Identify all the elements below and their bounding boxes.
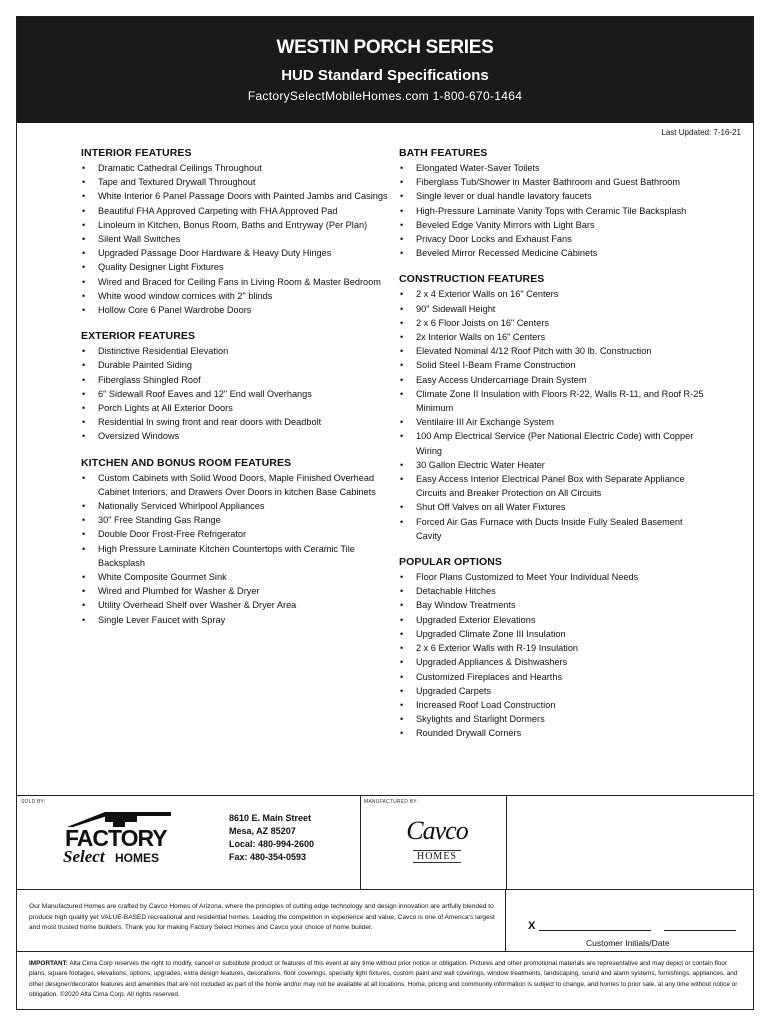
- section-title: KITCHEN AND BONUS ROOM FEATURES: [81, 456, 292, 469]
- address-phone: Local: 480-994-2600: [229, 839, 315, 849]
- feature-item: • Forced Air Gas Furnace with Ducts Inside Fully Sealed Basement Cavity: [399, 515, 709, 543]
- feature-item: • White wood window cornices with 2" blinds: [81, 289, 391, 303]
- feature-item: • 30" Free Standing Gas Range: [81, 513, 391, 527]
- feature-item: • Upgraded Passage Door Hardware & Heavy Duty Hinges: [81, 246, 391, 260]
- feature-section: [81, 330, 391, 443]
- feature-item: • Quality Designer Light Fixtures: [81, 260, 391, 274]
- contact-line: FactorySelectMobileHomes.com 1-800-670-1464: [247, 89, 523, 103]
- dealer-info-row: [17, 795, 753, 889]
- feature-item: • Single lever or dual handle lavatory faucets: [399, 189, 709, 203]
- section-title: BATH FEATURES: [399, 147, 488, 159]
- feature-item: • Beveled Mirror Recessed Medicine Cabinets: [399, 246, 709, 260]
- feature-item: • Oversized Windows: [81, 429, 391, 443]
- feature-item: • Hollow Core 6 Panel Wardrobe Doors: [81, 303, 391, 317]
- feature-item: • Shut Off Valves on all Water Fixtures: [399, 500, 709, 514]
- feature-section: [399, 147, 709, 260]
- page-title: WESTIN PORCH SERIES: [276, 37, 494, 58]
- divider: [360, 796, 361, 890]
- feature-item: • 2 x 6 Floor Joists on 16" Centers: [399, 316, 709, 330]
- address-fax: Fax: 480-354-0593: [229, 852, 307, 862]
- feature-item: • Wired and Braced for Ceiling Fans in Living Room & Master Bedroom: [81, 275, 391, 289]
- feature-item: • Silent Wall Switches: [81, 232, 391, 246]
- important-text: Alta Cima Corp reserves the right to modify, cancel or substitute product or features of this event at any time without prior notice or obligation. Pictures and other promotional materials are representative and may depict or contain floor plans, square footages, elevations, options, upgrades, extra design features, decorations, floor coverings, specialty light fixtures, custom paint and wall coverings, window treatments, landscaping, sound and alarm systems, furnishings, appliances, and other designer/decorator features and amenities that are not included as part of the home and/or may not be available at all locations. Home, pricing and community information is subject to change, and homes to prior sale, at any time without notice or obligation. ©2020 Alta Cima Corp. All rights reserved.: [29, 960, 738, 999]
- spec-sheet: [16, 16, 754, 1010]
- section-title: POPULAR OPTIONS: [399, 556, 503, 569]
- feature-item: • 2x Interior Walls on 16" Centers: [399, 330, 709, 344]
- feature-item: • Double Door Frost-Free Refrigerator: [81, 527, 391, 541]
- section-title: INTERIOR FEATURES: [81, 147, 192, 159]
- signature-caption: Customer Initials/Date: [586, 938, 670, 948]
- signature-box: [506, 889, 753, 951]
- feature-item: • Porch Lights at All Exterior Doors: [81, 401, 391, 415]
- feature-list: [81, 344, 391, 443]
- feature-item: • Fiberglass Tub/Shower in Master Bathroom and Guest Bathroom: [399, 175, 709, 189]
- dealer-address: [229, 812, 314, 864]
- signature-x: X: [528, 920, 536, 932]
- feature-item: • Dramatic Cathedral Ceilings Throughout: [81, 161, 391, 175]
- feature-section: [81, 147, 391, 317]
- feature-item: • 100 Amp Electrical Service (Per National Electric Code) with Copper Wiring: [399, 429, 709, 457]
- feature-item: • Upgraded Climate Zone III Insulation: [399, 627, 709, 641]
- page-subtitle: HUD Standard Specifications: [281, 67, 489, 84]
- feature-item: • Ventilaire III Air Exchange System: [399, 415, 709, 429]
- feature-item: • Elevated Nominal 4/12 Roof Pitch with 30 lb. Construction: [399, 344, 709, 358]
- feature-item: • High Pressure Laminate Kitchen Countertops with Ceramic Tile Backsplash: [81, 542, 391, 570]
- section-title: EXTERIOR FEATURES: [81, 330, 196, 343]
- feature-item: • Climate Zone II Insulation with Floors R-22, Walls R-11, and Roof R-25 Minimum: [399, 387, 709, 415]
- feature-item: • Fiberglass Shingled Roof: [81, 373, 391, 387]
- feature-item: • 90" Sidewall Height: [399, 302, 709, 316]
- feature-item: • Wired and Plumbed for Washer & Dryer: [81, 584, 391, 598]
- important-notice: [17, 951, 753, 1009]
- feature-item: • Privacy Door Locks and Exhaust Fans: [399, 232, 709, 246]
- feature-item: • Tape and Textured Drywall Throughout: [81, 175, 391, 189]
- logo-word-select: Select: [63, 847, 105, 866]
- feature-item: • Upgraded Exterior Elevations: [399, 613, 709, 627]
- feature-section: [399, 556, 709, 740]
- feature-list: [399, 287, 709, 543]
- feature-item: • Distinctive Residential Elevation: [81, 344, 391, 358]
- feature-item: • White Interior 6 Panel Passage Doors with Painted Jambs and Casings: [81, 189, 391, 203]
- feature-item: • Nationally Serviced Whirlpool Appliances: [81, 499, 391, 513]
- right-column: [399, 147, 709, 754]
- feature-item: • Customized Fireplaces and Hearths: [399, 670, 709, 684]
- feature-item: • Easy Access Undercarriage Drain System: [399, 373, 709, 387]
- feature-item: • Beveled Edge Vanity Mirrors with Light Bars: [399, 218, 709, 232]
- feature-item: • Increased Roof Load Construction: [399, 698, 709, 712]
- feature-item: • Residential In swing front and rear doors with Deadbolt: [81, 415, 391, 429]
- feature-list: [399, 570, 709, 740]
- address-city: Mesa, AZ 85207: [229, 826, 296, 836]
- logo-word-homes-sub: HOMES: [413, 850, 461, 863]
- feature-item: • Durable Painted Siding: [81, 358, 391, 372]
- cavco-homes-logo: [402, 816, 472, 876]
- feature-item: • 2 x 6 Exterior Walls with R-19 Insulation: [399, 641, 709, 655]
- feature-item: • 2 x 4 Exterior Walls on 16" Centers: [399, 287, 709, 301]
- feature-list: [81, 471, 391, 627]
- logo-word-homes: HOMES: [115, 851, 160, 865]
- manufactured-by-label: MANUFACTURED BY:: [364, 799, 419, 805]
- feature-item: • Custom Cabinets with Solid Wood Doors, Maple Finished Overhead Cabinet Interiors, and Drawers Over Doors in kitchen Base Cabinets: [81, 471, 391, 499]
- feature-item: • Upgraded Appliances & Dishwashers: [399, 655, 709, 669]
- feature-item: • Skylights and Starlight Dormers: [399, 712, 709, 726]
- feature-item: • Single Lever Faucet with Spray: [81, 613, 391, 627]
- feature-item: • Elongated Water-Saver Toilets: [399, 161, 709, 175]
- feature-list: [81, 161, 391, 317]
- feature-item: • Rounded Drywall Corners: [399, 726, 709, 740]
- feature-item: • Floor Plans Customized to Meet Your Individual Needs: [399, 570, 709, 584]
- feature-item: • Solid Steel I-Beam Frame Construction: [399, 358, 709, 372]
- feature-section: [399, 273, 709, 543]
- feature-item: • Beautiful FHA Approved Carpeting with FHA Approved Pad: [81, 204, 391, 218]
- section-title: CONSTRUCTION FEATURES: [399, 273, 545, 286]
- factory-select-homes-logo: [57, 810, 177, 870]
- feature-item: • Easy Access Interior Electrical Panel Box with Separate Appliance Circuits and Breaker Protection on All Circuits: [399, 472, 709, 500]
- important-label: IMPORTANT:: [29, 960, 68, 967]
- feature-item: • Bay Window Treatments: [399, 598, 709, 612]
- initials-line[interactable]: [539, 930, 651, 931]
- feature-item: • High-Pressure Laminate Vanity Tops with Ceramic Tile Backsplash: [399, 204, 709, 218]
- feature-item: • 30 Gallon Electric Water Heater: [399, 458, 709, 472]
- logo-word-cavco: Cavco: [406, 816, 468, 845]
- last-updated: Last Updated: 7-16-21: [661, 128, 741, 137]
- header-banner: [17, 17, 753, 123]
- feature-item: • Upgraded Carpets: [399, 684, 709, 698]
- feature-section: [81, 457, 391, 627]
- logo-word-factory: FACTORY: [65, 825, 167, 851]
- feature-list: [399, 161, 709, 260]
- feature-item: • Linoleum in Kitchen, Bonus Room, Baths and Entryway (Per Plan): [81, 218, 391, 232]
- manufacturer-statement: Our Manufactured Homes are crafted by Cavco Homes of Arizona, where the principles of cutting edge technology and design innovation are artfully blended to produce high quality yet VALUE-BASED recreational and residential homes. Leading the competition in experience and value, Cavco is one of America's largest and most trusted home builders. Thank you for making Factory Select Homes and Cavco your choice of home builder.: [17, 889, 506, 951]
- feature-item: • 6" Sidewall Roof Eaves and 12" End wall Overhangs: [81, 387, 391, 401]
- left-column: [81, 147, 391, 640]
- divider: [506, 796, 507, 890]
- feature-item: • White Composite Gourmet Sink: [81, 570, 391, 584]
- date-line[interactable]: [664, 930, 736, 931]
- feature-item: • Detachable Hitches: [399, 584, 709, 598]
- feature-item: • Utility Overhead Shelf over Washer & Dryer Area: [81, 598, 391, 612]
- sold-by-label: SOLD BY:: [21, 799, 46, 805]
- address-street: 8610 E. Main Street: [229, 813, 312, 823]
